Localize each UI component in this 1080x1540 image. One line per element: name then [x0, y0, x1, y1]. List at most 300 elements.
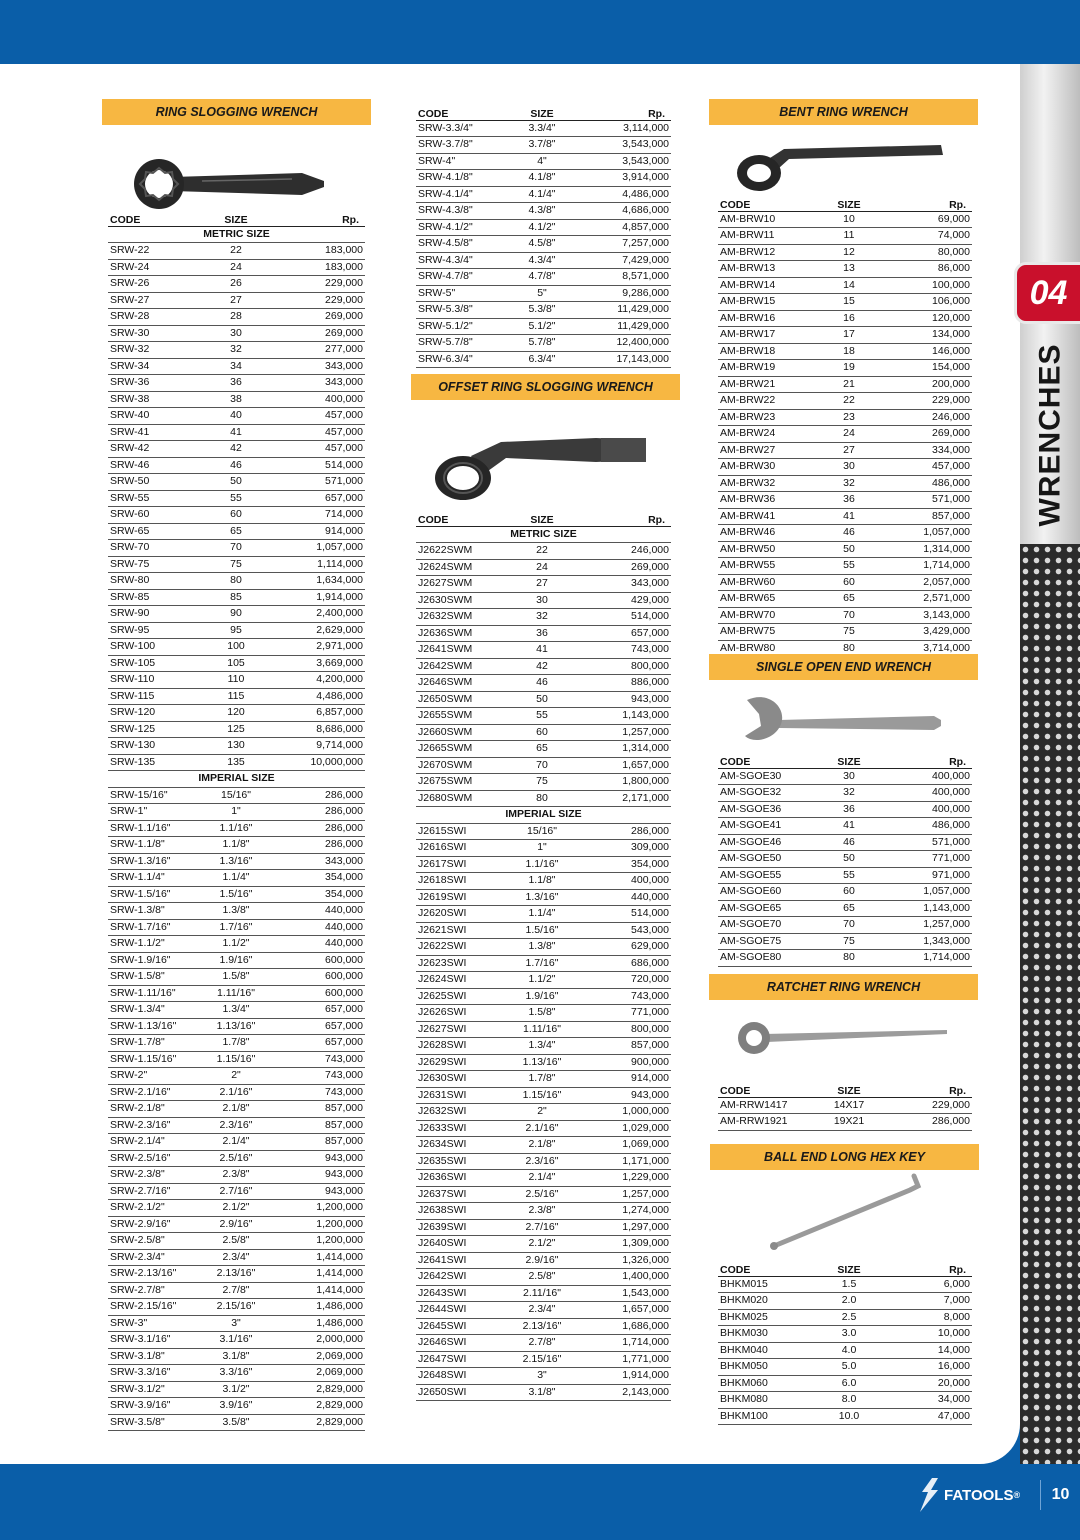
price-cell: 4,486,000: [268, 688, 365, 705]
col-code: CODE: [416, 509, 512, 526]
price-cell: 12,400,000: [572, 335, 671, 352]
table-row: [108, 1381, 365, 1398]
size-cell: 3.0: [816, 1326, 882, 1343]
code-cell: J2623SWI: [416, 955, 512, 972]
price-cell: 3,714,000: [882, 640, 972, 657]
price-cell: 657,000: [268, 490, 365, 507]
col-code: CODE: [718, 194, 816, 211]
size-cell: 4.1/8": [512, 170, 572, 187]
table-row: [108, 1414, 365, 1431]
section-bent-ring-wrench: [709, 99, 978, 654]
size-cell: 75: [816, 933, 882, 950]
size-cell: 3": [204, 1315, 268, 1332]
table-row: [416, 757, 671, 774]
code-cell: J2635SWI: [416, 1153, 512, 1170]
price-cell: 2,629,000: [268, 622, 365, 639]
price-cell: 543,000: [572, 922, 671, 939]
col-size: SIZE: [512, 509, 572, 526]
table-row: [718, 768, 972, 785]
price-cell: 400,000: [268, 391, 365, 408]
table-row: [108, 952, 365, 969]
size-cell: 70: [512, 757, 572, 774]
price-cell: 269,000: [268, 325, 365, 342]
table-row: [718, 1375, 972, 1392]
price-cell: 1,414,000: [268, 1249, 365, 1266]
table-row: [108, 1150, 365, 1167]
code-cell: SRW-5.7/8": [416, 335, 512, 352]
table-row: [108, 1266, 365, 1283]
size-cell: 2.3/16": [204, 1117, 268, 1134]
code-cell: SRW-2.1/2": [108, 1200, 204, 1217]
size-cell: 36: [816, 801, 882, 818]
code-cell: AM-SGOE36: [718, 801, 816, 818]
size-cell: 5": [512, 285, 572, 302]
price-cell: 457,000: [268, 408, 365, 425]
table-row: [108, 391, 365, 408]
code-cell: J2646SWM: [416, 675, 512, 692]
price-cell: 4,200,000: [268, 672, 365, 689]
code-cell: SRW-50: [108, 474, 204, 491]
code-cell: SRW-60: [108, 507, 204, 524]
size-cell: 1.1/8": [204, 837, 268, 854]
price-cell: 1,343,000: [882, 933, 972, 950]
code-cell: AM-RRW1417: [718, 1097, 816, 1114]
table-row: [718, 917, 972, 934]
size-cell: 2.13/16": [204, 1266, 268, 1283]
size-cell: 2.5/16": [204, 1150, 268, 1167]
code-cell: SRW-41: [108, 424, 204, 441]
price-cell: 1,257,000: [882, 917, 972, 934]
code-cell: J2624SWI: [416, 972, 512, 989]
size-cell: 1.1/4": [204, 870, 268, 887]
table-row: [416, 1186, 671, 1203]
code-cell: SRW-3.1/2": [108, 1381, 204, 1398]
table-row: [416, 576, 671, 593]
table-row: [416, 1351, 671, 1368]
size-cell: 4": [512, 153, 572, 170]
price-cell: 1,029,000: [572, 1120, 671, 1137]
code-cell: AM-BRW55: [718, 558, 816, 575]
price-cell: 1,057,000: [882, 884, 972, 901]
table-row: [108, 672, 365, 689]
table-row: [416, 922, 671, 939]
table-row: [416, 972, 671, 989]
section-title: OFFSET RING SLOGGING WRENCH: [411, 374, 680, 400]
code-cell: SRW-1.3/16": [108, 853, 204, 870]
price-cell: 1,714,000: [882, 950, 972, 967]
table-row: [718, 426, 972, 443]
code-cell: SRW-30: [108, 325, 204, 342]
size-cell: 14: [816, 277, 882, 294]
table-row: [718, 574, 972, 591]
code-cell: SRW-38: [108, 391, 204, 408]
price-cell: 1,171,000: [572, 1153, 671, 1170]
price-cell: 286,000: [268, 837, 365, 854]
size-cell: 46: [816, 834, 882, 851]
section-offset-ring-slogging-wrench: [411, 374, 680, 1398]
section-ring-slogging-wrench: [102, 99, 371, 1428]
code-cell: AM-SGOE70: [718, 917, 816, 934]
table-row: [718, 1097, 972, 1114]
price-cell: 800,000: [572, 658, 671, 675]
price-cell: 1,114,000: [268, 556, 365, 573]
price-cell: 9,286,000: [572, 285, 671, 302]
price-cell: 1,400,000: [572, 1269, 671, 1286]
price-cell: 16,000: [882, 1359, 972, 1376]
bent-ring-wrench-icon: [709, 125, 978, 193]
code-cell: J2629SWI: [416, 1054, 512, 1071]
code-cell: J2642SWI: [416, 1269, 512, 1286]
table-row: [108, 540, 365, 557]
code-cell: J2626SWI: [416, 1005, 512, 1022]
table-row: [108, 424, 365, 441]
size-cell: 60: [816, 574, 882, 591]
size-cell: 4.3/4": [512, 252, 572, 269]
table-row: [718, 261, 972, 278]
size-cell: 2.7/8": [204, 1282, 268, 1299]
table-row: [718, 591, 972, 608]
table-row: [416, 691, 671, 708]
hex-key-icon: [710, 1170, 979, 1256]
price-cell: 720,000: [572, 972, 671, 989]
code-cell: SRW-2.5/8": [108, 1233, 204, 1250]
size-cell: 27: [512, 576, 572, 593]
code-cell: J2622SWM: [416, 543, 512, 560]
price-cell: 2,143,000: [572, 1384, 671, 1401]
code-cell: SRW-28: [108, 309, 204, 326]
table-row: [108, 474, 365, 491]
table-row: [718, 310, 972, 327]
table-row: [416, 741, 671, 758]
size-cell: 1.3/16": [512, 889, 572, 906]
price-cell: 47,000: [882, 1408, 972, 1425]
size-cell: 27: [816, 442, 882, 459]
price-cell: 200,000: [882, 376, 972, 393]
col-size: SIZE: [512, 103, 572, 120]
size-cell: 65: [816, 900, 882, 917]
price-cell: 857,000: [268, 1117, 365, 1134]
table-row: [108, 243, 365, 260]
price-cell: 343,000: [268, 853, 365, 870]
price-cell: 857,000: [572, 1038, 671, 1055]
table-row: [718, 244, 972, 261]
col-size: SIZE: [816, 751, 882, 768]
size-cell: 30: [512, 592, 572, 609]
size-cell: 95: [204, 622, 268, 639]
section-title: BENT RING WRENCH: [709, 99, 978, 125]
size-cell: 1.11/16": [512, 1021, 572, 1038]
subheader-label: IMPERIAL SIZE: [108, 771, 365, 788]
code-cell: SRW-80: [108, 573, 204, 590]
size-cell: 1.3/4": [204, 1002, 268, 1019]
size-cell: 3.3/16": [204, 1365, 268, 1382]
size-cell: 2.7/16": [512, 1219, 572, 1236]
table-row: [718, 834, 972, 851]
table-row: [718, 900, 972, 917]
code-cell: SRW-1.7/16": [108, 919, 204, 936]
size-cell: 60: [816, 884, 882, 901]
price-cell: 514,000: [572, 609, 671, 626]
price-cell: 1,486,000: [268, 1315, 365, 1332]
table-row: [108, 1167, 365, 1184]
code-cell: AM-BRW11: [718, 228, 816, 245]
price-cell: 1,200,000: [268, 1216, 365, 1233]
table-row: [416, 269, 671, 286]
table-row: [108, 919, 365, 936]
size-cell: 105: [204, 655, 268, 672]
size-cell: 22: [816, 393, 882, 410]
section-title: RING SLOGGING WRENCH: [102, 99, 371, 125]
price-cell: 857,000: [882, 508, 972, 525]
table-row: [718, 851, 972, 868]
code-cell: AM-BRW18: [718, 343, 816, 360]
code-cell: AM-BRW21: [718, 376, 816, 393]
code-cell: SRW-110: [108, 672, 204, 689]
price-cell: 1,057,000: [268, 540, 365, 557]
code-cell: AM-BRW36: [718, 492, 816, 509]
table-row: [108, 1200, 365, 1217]
price-cell: 2,057,000: [882, 574, 972, 591]
col-price: Rp.: [882, 751, 972, 768]
table-row: [718, 459, 972, 476]
code-cell: AM-SGOE50: [718, 851, 816, 868]
price-cell: 1,914,000: [268, 589, 365, 606]
price-cell: 400,000: [882, 768, 972, 785]
size-cell: 75: [816, 624, 882, 641]
size-cell: 30: [816, 459, 882, 476]
table-row: [416, 153, 671, 170]
size-cell: 6.3/4": [512, 351, 572, 368]
price-cell: 457,000: [268, 424, 365, 441]
price-cell: 440,000: [268, 903, 365, 920]
price-cell: 86,000: [882, 261, 972, 278]
table-row: [108, 1299, 365, 1316]
size-cell: 2.13/16": [512, 1318, 572, 1335]
table-row: [108, 375, 365, 392]
size-cell: 10: [816, 211, 882, 228]
size-cell: 100: [204, 639, 268, 656]
price-cell: 354,000: [268, 886, 365, 903]
size-cell: 1.5/8": [512, 1005, 572, 1022]
price-cell: 2,971,000: [268, 639, 365, 656]
size-cell: 115: [204, 688, 268, 705]
table-row: [108, 1183, 365, 1200]
price-cell: 1,229,000: [572, 1170, 671, 1187]
price-cell: 229,000: [268, 292, 365, 309]
code-cell: AM-BRW32: [718, 475, 816, 492]
size-cell: 2.1/4": [512, 1170, 572, 1187]
price-cell: 600,000: [268, 969, 365, 986]
code-cell: J2630SWI: [416, 1071, 512, 1088]
code-cell: J2655SWM: [416, 708, 512, 725]
table-row: [416, 1236, 671, 1253]
size-cell: 2.1/8": [204, 1101, 268, 1118]
table-row: [416, 1318, 671, 1335]
table-row: [108, 936, 365, 953]
code-cell: J2631SWI: [416, 1087, 512, 1104]
table-row: [416, 675, 671, 692]
size-cell: 6.0: [816, 1375, 882, 1392]
subheader-row: [416, 526, 671, 543]
price-cell: 800,000: [572, 1021, 671, 1038]
table-row: [416, 1368, 671, 1385]
size-cell: 27: [204, 292, 268, 309]
price-cell: 1,257,000: [572, 1186, 671, 1203]
table-row: [108, 870, 365, 887]
code-cell: SRW-1.5/8": [108, 969, 204, 986]
price-cell: 343,000: [268, 375, 365, 392]
price-cell: 2,829,000: [268, 1381, 365, 1398]
table-row: [416, 1137, 671, 1154]
table-row: [416, 1269, 671, 1286]
size-cell: 41: [816, 818, 882, 835]
size-cell: 1.1/16": [512, 856, 572, 873]
page-number: 10: [1040, 1480, 1080, 1510]
table-row: [108, 358, 365, 375]
price-cell: 1,257,000: [572, 724, 671, 741]
size-cell: 80: [816, 950, 882, 967]
code-cell: J2641SWI: [416, 1252, 512, 1269]
size-cell: 2.3/8": [204, 1167, 268, 1184]
size-cell: 3.1/8": [204, 1348, 268, 1365]
price-cell: 343,000: [572, 576, 671, 593]
code-cell: AM-BRW10: [718, 211, 816, 228]
table-row: [416, 252, 671, 269]
chapter-number: 04: [1029, 273, 1068, 312]
code-cell: SRW-5": [416, 285, 512, 302]
top-bar: [0, 0, 1080, 64]
code-cell: J2675SWM: [416, 774, 512, 791]
size-cell: 36: [816, 492, 882, 509]
size-cell: 2.1/8": [512, 1137, 572, 1154]
code-cell: AM-BRW65: [718, 591, 816, 608]
code-cell: SRW-65: [108, 523, 204, 540]
table-row: [108, 787, 365, 804]
code-cell: SRW-15/16": [108, 787, 204, 804]
code-cell: J2670SWM: [416, 757, 512, 774]
table-row: [416, 1285, 671, 1302]
col-price: Rp.: [268, 209, 365, 226]
size-cell: 3.3/4": [512, 120, 572, 137]
size-cell: 70: [816, 607, 882, 624]
price-cell: 1,297,000: [572, 1219, 671, 1236]
size-cell: 50: [816, 851, 882, 868]
price-cell: 1,200,000: [268, 1200, 365, 1217]
code-cell: J2627SWI: [416, 1021, 512, 1038]
section-title: BALL END LONG HEX KEY: [710, 1144, 979, 1170]
size-cell: 30: [816, 768, 882, 785]
price-cell: 269,000: [572, 559, 671, 576]
size-cell: 4.0: [816, 1342, 882, 1359]
subheader-row: [108, 771, 365, 788]
size-cell: 12: [816, 244, 882, 261]
code-cell: SRW-2.13/16": [108, 1266, 204, 1283]
table-row: [108, 639, 365, 656]
table-row: [416, 203, 671, 220]
code-cell: J2636SWI: [416, 1170, 512, 1187]
code-cell: AM-SGOE46: [718, 834, 816, 851]
offset-ring-wrench-image: [411, 400, 680, 506]
size-cell: 3.9/16": [204, 1398, 268, 1415]
col-code: CODE: [416, 103, 512, 120]
code-cell: J2646SWI: [416, 1335, 512, 1352]
size-cell: 1.7/8": [512, 1071, 572, 1088]
code-cell: AM-SGOE80: [718, 950, 816, 967]
price-cell: 1,326,000: [572, 1252, 671, 1269]
code-cell: SRW-1.15/16": [108, 1051, 204, 1068]
code-cell: AM-BRW50: [718, 541, 816, 558]
price-cell: 183,000: [268, 259, 365, 276]
table-row: [108, 985, 365, 1002]
table-row: [416, 708, 671, 725]
size-cell: 36: [512, 625, 572, 642]
footer: [0, 1464, 1080, 1540]
price-cell: 1,314,000: [882, 541, 972, 558]
code-cell: SRW-2.1/8": [108, 1101, 204, 1118]
code-cell: J2620SWI: [416, 906, 512, 923]
price-cell: 74,000: [882, 228, 972, 245]
price-cell: 457,000: [882, 459, 972, 476]
price-cell: 486,000: [882, 475, 972, 492]
code-cell: J2650SWM: [416, 691, 512, 708]
code-cell: J2643SWI: [416, 1285, 512, 1302]
size-cell: 15/16": [512, 823, 572, 840]
code-cell: AM-BRW30: [718, 459, 816, 476]
price-cell: 69,000: [882, 211, 972, 228]
code-cell: AM-BRW19: [718, 360, 816, 377]
size-cell: 15: [816, 294, 882, 311]
price-cell: 354,000: [572, 856, 671, 873]
table-row: [108, 1216, 365, 1233]
price-cell: 3,669,000: [268, 655, 365, 672]
table-row: [108, 1348, 365, 1365]
table-row: [416, 592, 671, 609]
table-row: [718, 360, 972, 377]
price-cell: 514,000: [572, 906, 671, 923]
code-cell: J2625SWI: [416, 988, 512, 1005]
code-cell: SRW-3.5/8": [108, 1414, 204, 1431]
table-row: [108, 276, 365, 293]
code-cell: SRW-1.13/16": [108, 1018, 204, 1035]
code-cell: AM-SGOE65: [718, 900, 816, 917]
price-cell: 743,000: [268, 1084, 365, 1101]
section-ball-end-hex-key: [710, 1144, 979, 1422]
table-row: [416, 856, 671, 873]
size-cell: 5.1/2": [512, 318, 572, 335]
size-cell: 38: [204, 391, 268, 408]
table-row: [108, 754, 365, 771]
code-cell: SRW-100: [108, 639, 204, 656]
hex-key-image: [710, 1170, 979, 1256]
size-cell: 55: [816, 867, 882, 884]
code-cell: SRW-36: [108, 375, 204, 392]
col-code: CODE: [108, 209, 204, 226]
price-cell: 1,057,000: [882, 525, 972, 542]
ratchet-wrench-icon: [709, 1000, 978, 1074]
price-cell: 4,486,000: [572, 186, 671, 203]
size-cell: 10.0: [816, 1408, 882, 1425]
table-row: [108, 705, 365, 722]
code-cell: BHKM015: [718, 1276, 816, 1293]
code-cell: SRW-4.7/8": [416, 269, 512, 286]
table-row: [108, 1068, 365, 1085]
table-row: [416, 1021, 671, 1038]
table-row: [416, 790, 671, 807]
code-cell: AM-BRW24: [718, 426, 816, 443]
table-row: [416, 1384, 671, 1401]
size-cell: 5.0: [816, 1359, 882, 1376]
price-cell: 971,000: [882, 867, 972, 884]
